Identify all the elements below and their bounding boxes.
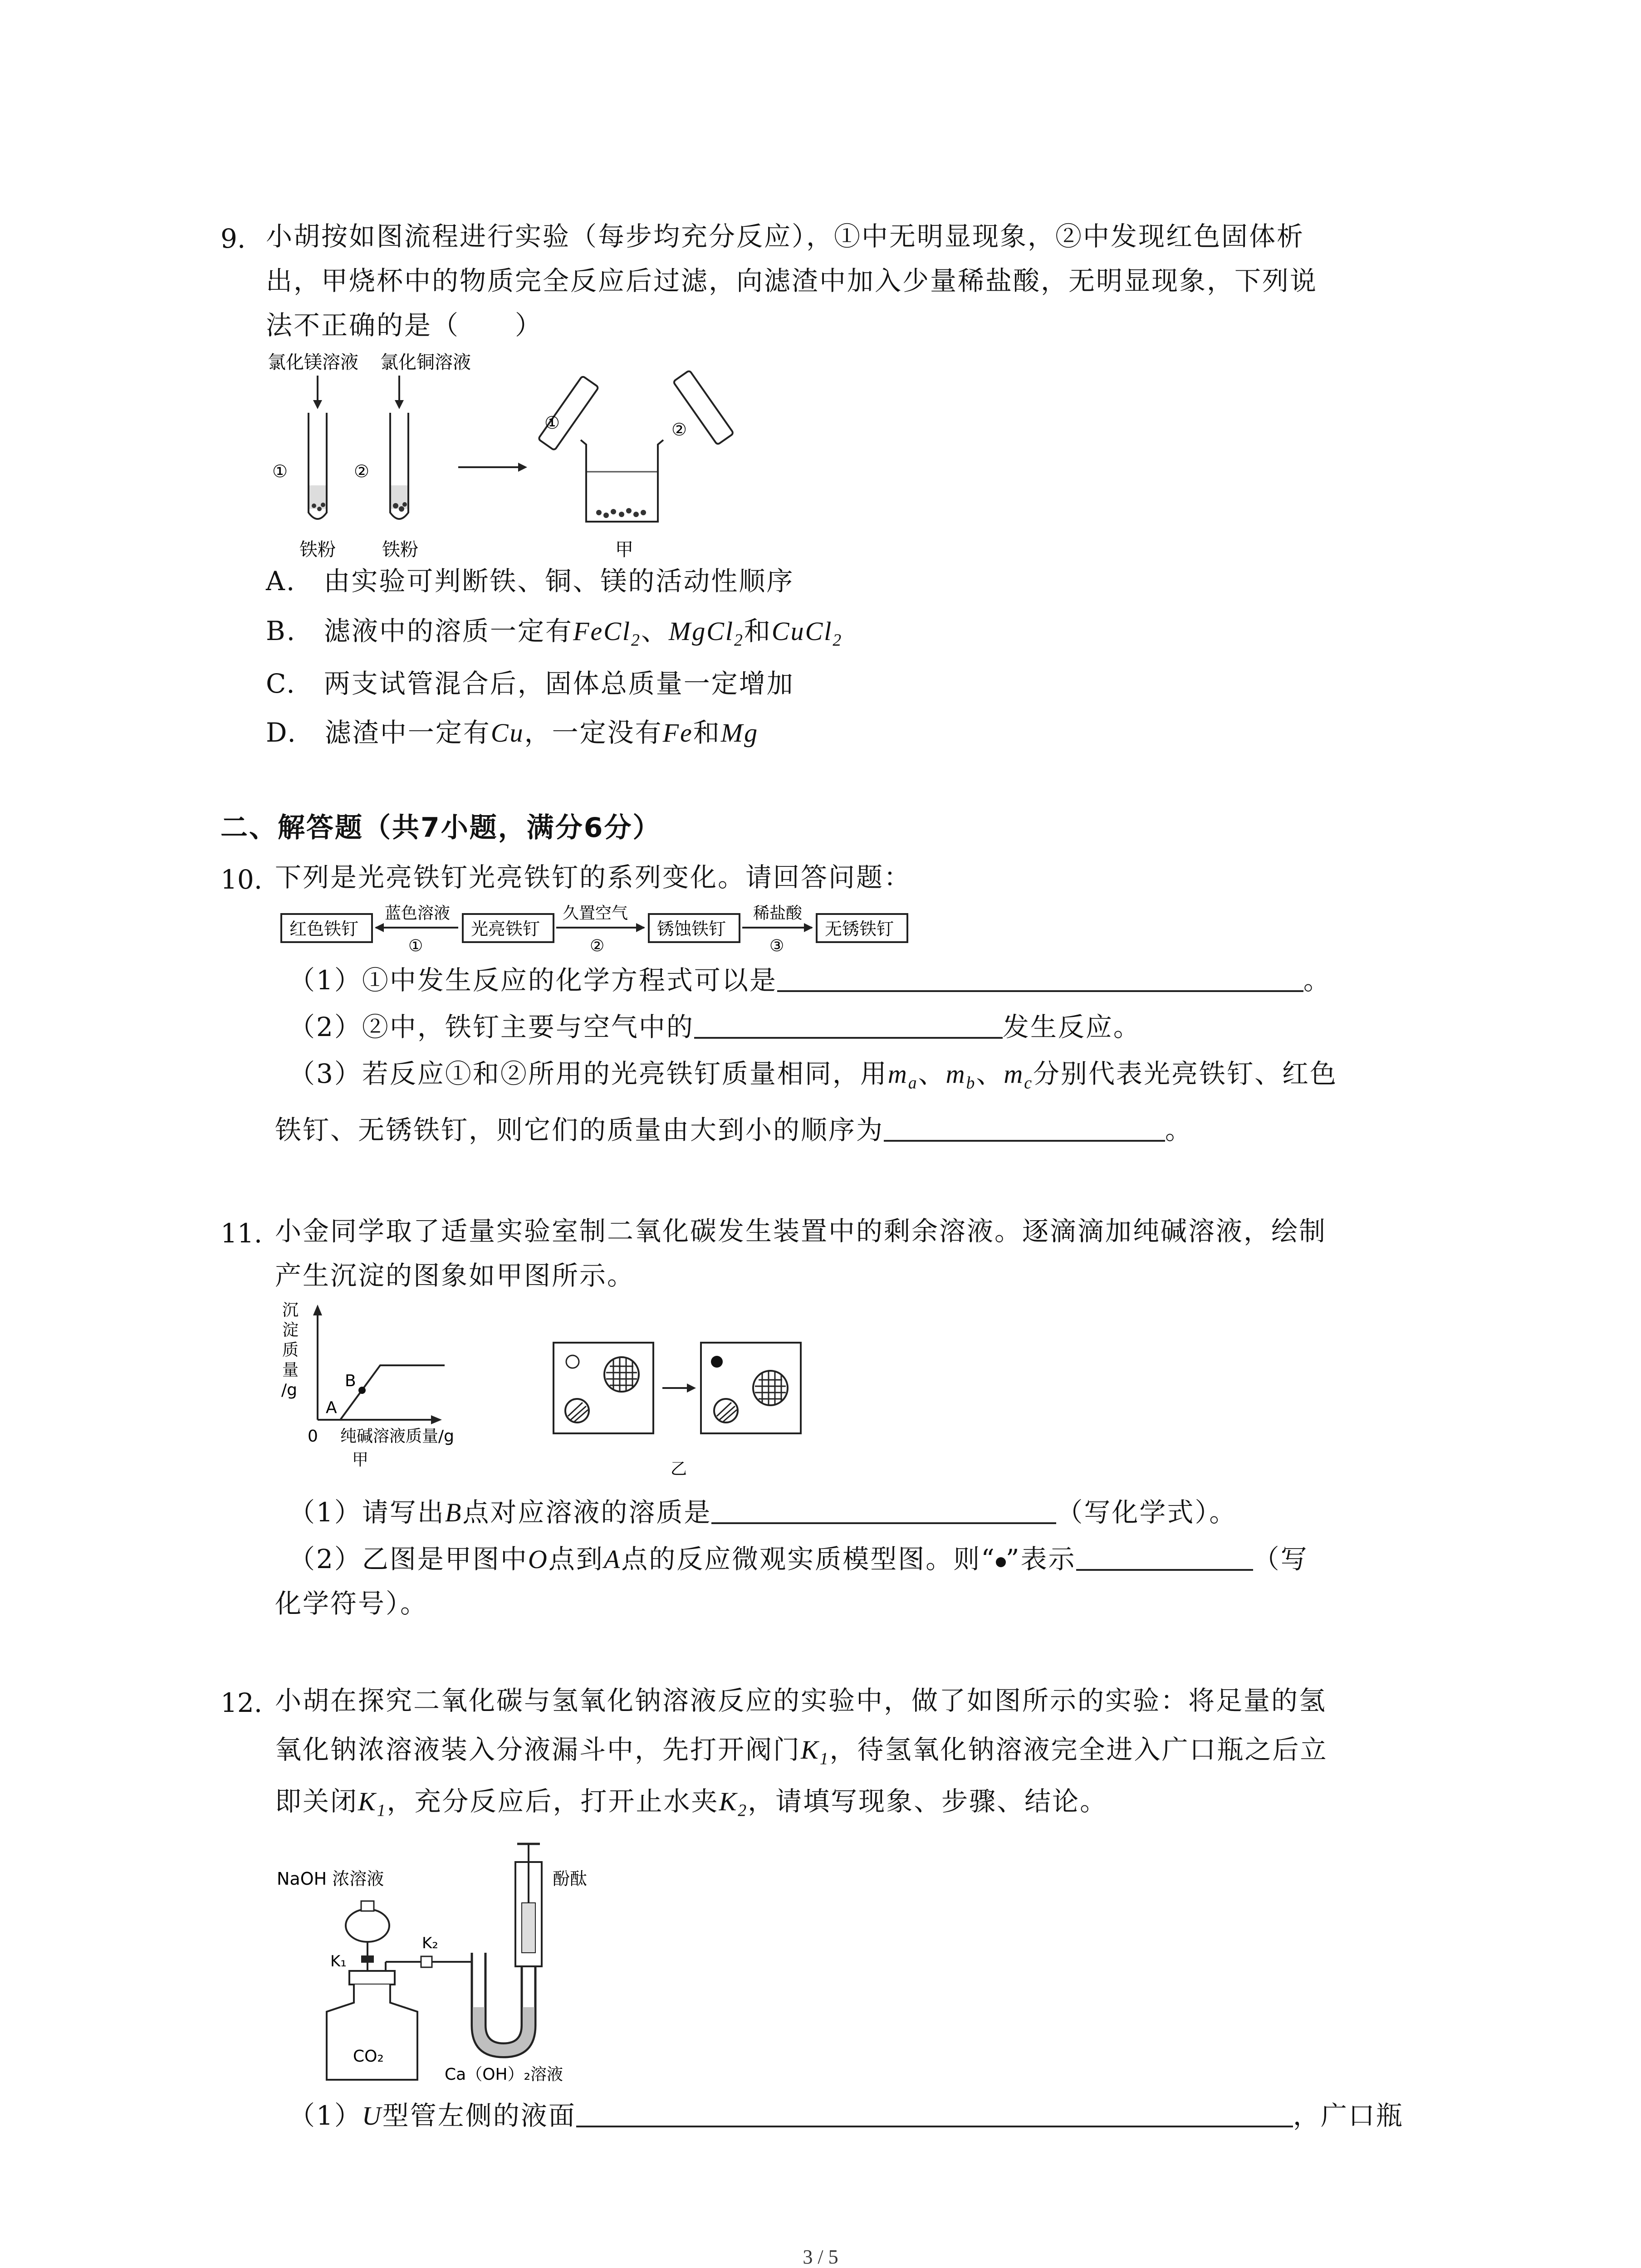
q9-experiment-figure [263, 349, 762, 562]
black-particle [711, 1356, 723, 1368]
graph-caption-jia: 甲 [352, 1451, 369, 1469]
point-b-marker [358, 1387, 366, 1394]
q11-sub1-answer-blank[interactable] [711, 1522, 1056, 1524]
q9-line-2: 出，甲烧杯中的物质完全反应后过滤，向滤渣中加入少量稀盐酸，无明显现象，下列说 [266, 265, 1318, 296]
tube2-iron-powder-label: 铁粉 [382, 539, 418, 560]
q9-option-d: D. 滤渣中一定有Cu，一定没有Fe和Mg [266, 717, 759, 748]
q10-sub3-line1: （3）若反应①和②所用的光亮铁钉质量相同，用$m_a$、$m_b$、$m_c$分别代表光亮铁钉、红色 [289, 1058, 1338, 1093]
flow-arrow1-top: 蓝色溶液 [385, 904, 451, 923]
graph-ylabel-char-2: 淀 [282, 1321, 299, 1339]
graph-ylabel-char-4: 量 [282, 1361, 299, 1379]
q12-apparatus-figure [272, 1835, 771, 2089]
q10-stem: 下列是光亮铁钉光亮铁钉的系列变化。请回答问题： [275, 862, 912, 893]
beaker-jia [581, 440, 663, 522]
tube1-iron-powder-label: 铁粉 [299, 539, 336, 560]
co2-label: CO₂ [353, 2047, 384, 2066]
graph-xlabel: 纯碱溶液质量/g [340, 1427, 454, 1446]
q10-sub3-answer-blank[interactable] [884, 1139, 1165, 1142]
phenolphthalein-label: 酚酞 [553, 1869, 588, 1889]
beaker-label-jia: 甲 [615, 539, 633, 560]
flow-box-red-nail: 红色铁钉 [289, 919, 359, 939]
caoh2-solution-label: Ca（OH）₂溶液 [445, 2065, 563, 2084]
q12-line-3: 即关闭$K_1$，充分反应后，打开止水夹$K_2$，请填写现象、步骤、结论。 [275, 1786, 1108, 1820]
q10-number: 10. [220, 864, 263, 895]
valve-k1-label: K₁ [330, 1952, 347, 1970]
graph-ylabel-char-3: 质 [282, 1341, 299, 1359]
q12-sub1: （1）U型管左侧的液面 ，广口瓶 [289, 2100, 1404, 2131]
flow-box-rusty-nail: 锈蚀铁钉 [657, 919, 726, 939]
naoh-solution-label: NaOH 浓溶液 [277, 1869, 384, 1889]
page-number: 3 / 5 [803, 2246, 838, 2268]
q10-sub1: （1）①中发生反应的化学方程式可以是 。 [289, 965, 1331, 996]
flow-arrow1-bottom: ① [408, 937, 423, 955]
separatory-funnel [346, 1909, 389, 1942]
q11-line-1: 小金同学取了适量实验室制二氧化碳发生装置中的剩余溶液。逐滴滴加纯碱溶液，绘制 [275, 1216, 1327, 1246]
flow-arrow3-bottom: ③ [769, 937, 784, 955]
flow-arrow2-top: 久置空气 [563, 904, 628, 923]
q10-sub3-line2: 铁钉、无锈铁钉，则它们的质量由大到小的顺序为 。 [275, 1114, 1193, 1145]
clamp-k2 [421, 1956, 432, 1967]
q11-sub2-answer-blank[interactable] [1076, 1569, 1253, 1571]
q11-number: 11. [220, 1218, 263, 1249]
q10-sub2: （2）②中，铁钉主要与空气中的 发生反应。 [289, 1012, 1141, 1042]
q12-line-1: 小胡在探究二氧化碳与氢氧化钠溶液反应的实验中，做了如图所示的实验：将足量的氢 [275, 1685, 1327, 1716]
q10-flow-diagram [272, 900, 916, 959]
q11-line-2: 产生沉淀的图象如甲图所示。 [275, 1260, 635, 1291]
section-title: 二、解答题（共7小题，满分6分） [220, 812, 661, 844]
flow-arrow2-bottom: ② [590, 937, 605, 955]
beaker-pour-mark-1: ① [544, 413, 560, 433]
tube2-mark: ② [354, 461, 370, 481]
point-b-label: B [345, 1372, 356, 1390]
q10-sub1-answer-blank[interactable] [777, 990, 1303, 992]
cucl2-solution-label: 氯化铜溶液 [380, 352, 471, 373]
flow-box-rustless-nail: 无锈铁钉 [825, 919, 894, 939]
point-a-label: A [326, 1398, 337, 1417]
flow-box-bright-nail: 光亮铁钉 [471, 919, 540, 939]
tube1-mark: ① [272, 461, 288, 481]
q12-number: 12. [220, 1687, 263, 1718]
q12-sub1-answer-blank[interactable] [576, 2125, 1293, 2127]
mgcl2-solution-label: 氯化镁溶液 [268, 352, 358, 373]
q12-line-2: 氧化钠浓溶液装入分液漏斗中，先打开阀门$K_1$，待氢氧化钠溶液完全进入广口瓶之后立 [275, 1734, 1328, 1769]
model-caption-yi: 乙 [671, 1460, 687, 1478]
graph-ylabel-char-5: /g [281, 1381, 297, 1399]
q9-option-b: B. 滤液中的溶质一定有FeCl$_2$、MgCl$_2$和CuCl$_2$ [266, 616, 843, 650]
beaker-pour-mark-2: ② [671, 420, 687, 440]
q11-sub2-line1: （2）乙图是甲图中O点到A点的反应微观实质模型图。则“ ”表示 （写 [289, 1544, 1308, 1574]
q9-option-c: C. 两支试管混合后，固体总质量一定增加 [266, 668, 794, 699]
flow-arrow3-top: 稀盐酸 [753, 904, 803, 923]
q9-line-3: 法不正确的是（ ） [266, 310, 543, 341]
q9-number: 9. [220, 223, 246, 254]
graph-origin-label: 0 [308, 1427, 318, 1446]
q11-sub2-line2: 化学符号）。 [275, 1588, 428, 1619]
q11-sub1: （1）请写出B点对应溶液的溶质是 （写化学式）。 [289, 1497, 1237, 1528]
graph-ylabel-char-1: 沉 [282, 1301, 299, 1320]
black-dot-symbol [996, 1557, 1006, 1567]
clamp-k2-label: K₂ [422, 1934, 438, 1952]
q10-sub2-answer-blank[interactable] [694, 1036, 1003, 1039]
q9-option-a: A. 由实验可判断铁、铜、镁的活动性顺序 [266, 566, 794, 596]
q9-line-1: 小胡按如图流程进行实验（每步均充分反应），①中无明显现象，②中发现红色固体析 [266, 221, 1305, 252]
q11-figures [272, 1297, 844, 1488]
